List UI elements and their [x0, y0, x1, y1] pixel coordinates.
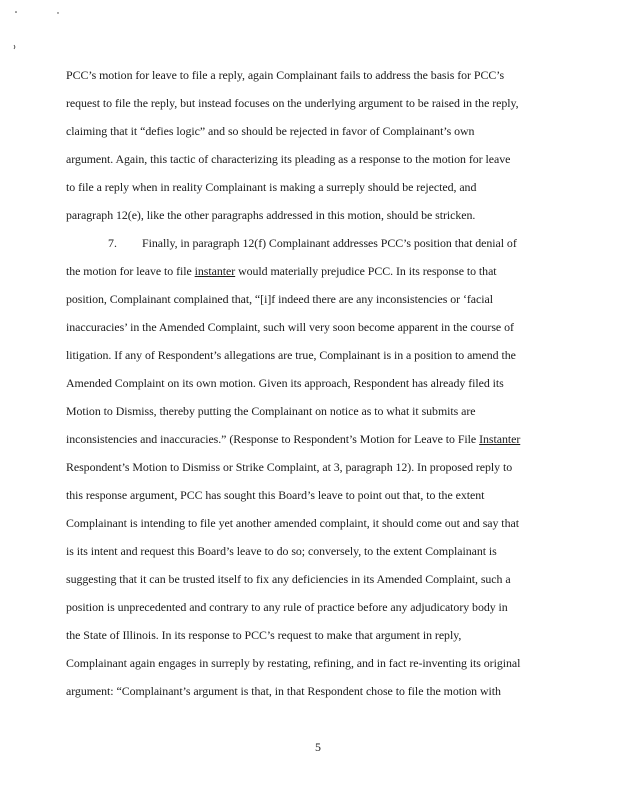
text-line: litigation. If any of Respondent’s allegations are true, Complainant is in a position to amend the [66, 348, 516, 362]
text-line [66, 432, 520, 446]
text-line: position, Complainant complained that, “[i]f indeed there are any inconsistencies or ‘facial [66, 292, 493, 306]
text-line: inaccuracies’ in the Amended Complaint, such will very soon become apparent in the course of [66, 320, 514, 334]
text-segment: would materially prejudice PCC. In its response to that [235, 264, 497, 278]
text-line: the State of Illinois. In its response to PCC’s request to make that argument in reply, [66, 628, 462, 642]
text-line: is its intent and request this Board’s leave to do so; conversely, to the extent Complainant is [66, 544, 497, 558]
text-line: Motion to Dismiss, thereby putting the Complainant on notice as to what it submits are [66, 404, 476, 418]
text-line: paragraph 12(e), like the other paragraphs addressed in this motion, should be stricken. [66, 208, 476, 222]
text-line: position is unprecedented and contrary to any rule of practice before any adjudicatory body in [66, 600, 508, 614]
text-line: PCC’s motion for leave to file a reply, again Complainant fails to address the basis for PCC’s [66, 68, 505, 82]
scan-speck [15, 11, 17, 13]
text-line: claiming that it “defies logic” and so should be rejected in favor of Complainant’s own [66, 124, 475, 138]
text-line: to file a reply when in reality Complainant is making a surreply should be rejected, and [66, 180, 477, 194]
text-line: request to file the reply, but instead focuses on the underlying argument to be raised in the reply, [66, 96, 519, 110]
text-line [66, 264, 497, 278]
text-line: Finally, in paragraph 12(f) Complainant addresses PCC’s position that denial of [142, 236, 517, 250]
text-line: argument. Again, this tactic of characterizing its pleading as a response to the motion for leave [66, 152, 511, 166]
text-line: this response argument, PCC has sought this Board’s leave to point out that, to the extent [66, 488, 485, 502]
underlined-term: Instanter [479, 432, 521, 446]
page-number: 5 [315, 740, 321, 754]
scan-speck [57, 12, 58, 13]
text-line: argument: “Complainant’s argument is that, in that Respondent chose to file the motion with [66, 684, 501, 698]
text-line: Respondent’s Motion to Dismiss or Strike Complaint, at 3, paragraph 12). In proposed reply to [66, 460, 513, 474]
text-line: Complainant is intending to file yet another amended complaint, it should come out and say that [66, 516, 519, 530]
text-line: Amended Complaint on its own motion. Given its approach, Respondent has already filed its [66, 376, 504, 390]
text-segment: the motion for leave to file [66, 264, 195, 278]
text-segment: inconsistencies and inaccuracies.” (Response to Respondent’s Motion for Leave to File [66, 432, 480, 446]
text-line: suggesting that it can be trusted itself to fix any deficiencies in its Amended Complaint, such a [66, 572, 511, 586]
paragraph-number: 7. [108, 236, 117, 250]
text-line: Complainant again engages in surreply by restating, refining, and in fact re-inventing its original [66, 656, 521, 670]
scan-speck [14, 45, 15, 49]
underlined-term: instanter [194, 264, 236, 278]
